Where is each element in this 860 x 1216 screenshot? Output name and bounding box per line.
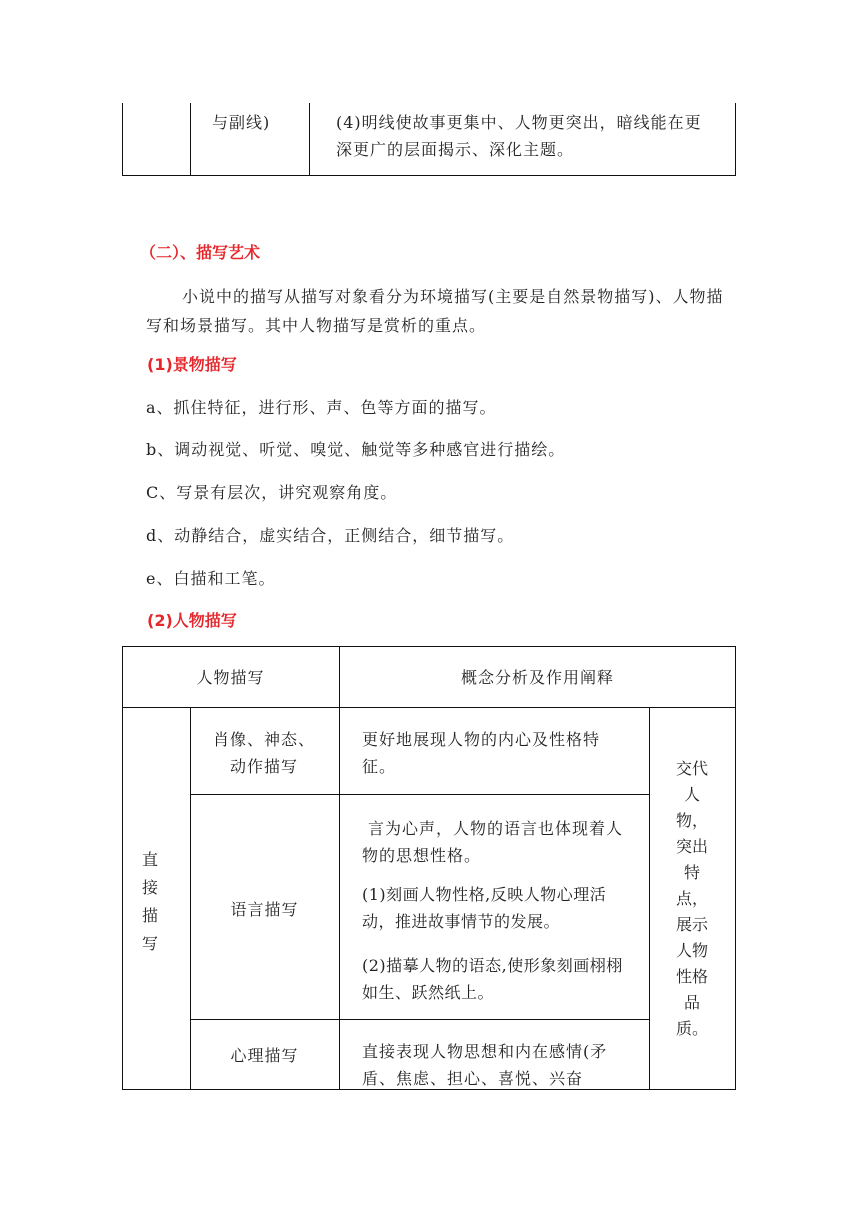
list-item-d: d、动静结合，虚实结合，正侧结合，细节描写。	[146, 526, 515, 545]
table-row-desc: 言为心声，人物的语言也体现着人物的思想性格。	[362, 819, 624, 865]
list-item-c: C、写景有层次，讲究观察角度。	[146, 483, 398, 502]
table-row-separator-1	[190, 794, 650, 795]
table-row-type: 心理描写	[230, 1046, 299, 1065]
top-table-row-label: 与副线)	[212, 113, 271, 132]
table-row-separator-2	[190, 1019, 650, 1020]
table-row-desc: 直接表现人物思想和内在感情(矛盾、焦虑、担心、喜悦、兴奋	[362, 1042, 608, 1088]
sub2-title: (2)人物描写	[147, 611, 237, 630]
table-row-point: (2)描摹人物的语态,使形象刻画栩栩如生、跃然纸上。	[362, 956, 623, 1002]
table-row-type: 肖像、神态、动作描写	[212, 730, 315, 776]
top-table-col-divider-2	[309, 103, 310, 176]
table-left-border	[122, 646, 123, 1090]
table-group-label: 直接描写	[141, 850, 158, 953]
table-col-divider-main	[339, 646, 340, 1090]
top-table-right-border	[735, 103, 736, 176]
sub1-title: (1)景物描写	[147, 355, 237, 374]
list-item-e: e、白描和工笔。	[146, 569, 276, 588]
table-row-desc: 更好地展现人物的内心及性格特征。	[362, 730, 601, 776]
intro-paragraph: 小说中的描写从描写对象看分为环境描写(主要是自然景物描写)、人物描写和场景描写。其中人物描写是赏析的重点。	[146, 287, 724, 335]
table-header-col2: 概念分析及作用阐释	[460, 668, 614, 687]
table-top-border	[122, 646, 736, 647]
top-table-row-text: (4)明线使故事更集中、人物更突出，暗线能在更深更广的层面揭示、深化主题。	[336, 113, 702, 159]
table-header-col1: 人物描写	[196, 668, 265, 687]
table-header-separator	[122, 707, 736, 708]
top-table-col-divider-1	[190, 103, 191, 176]
table-side-note: 交代人物，突出特点，展示人物性格品质。	[675, 759, 708, 1038]
table-row-type: 语言描写	[230, 900, 299, 919]
list-item-a: a、抓住特征，进行形、声、色等方面的描写。	[146, 398, 497, 417]
table-row-point: (1)刻画人物性格,反映人物心理活动，推进故事情节的发展。	[362, 885, 607, 931]
table-side-divider	[649, 707, 650, 1090]
top-table-bottom-border	[122, 175, 736, 176]
table-right-border	[735, 646, 736, 1090]
list-item-b: b、调动视觉、听觉、嗅觉、触觉等多种感官进行描绘。	[146, 440, 566, 459]
section-title: （二）、描写艺术	[140, 243, 261, 262]
top-table-left-border	[122, 103, 123, 176]
